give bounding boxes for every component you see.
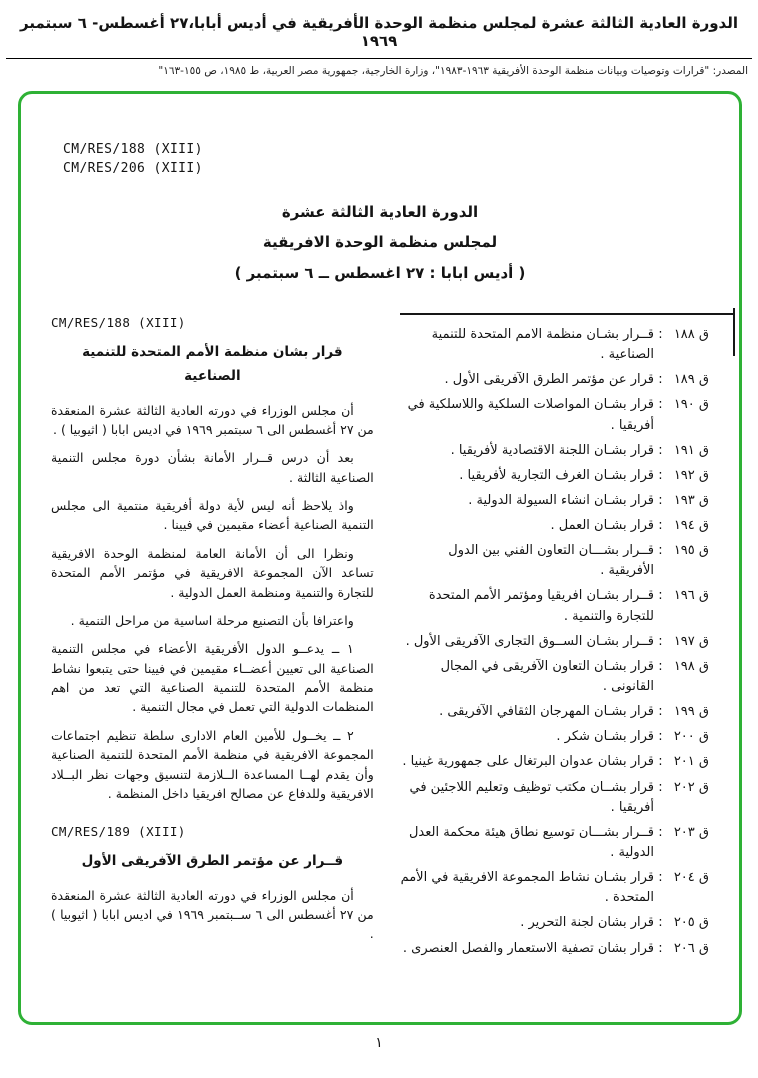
section-gap <box>51 812 374 822</box>
document-heading-line2: لمجلس منظمة الوحدة الافريقية <box>262 233 498 252</box>
list-item <box>400 913 709 933</box>
resolution-title: قرار عن مؤتمر الطرق الآفريقى الأول . <box>444 372 654 388</box>
two-column-layout <box>47 313 713 964</box>
colon-separator: : <box>658 372 663 388</box>
resolution-number: ق ٢٠٤ <box>673 870 709 886</box>
colon-separator: : <box>658 442 663 458</box>
resolution-title: قرار بشـان المواصلات السلكية واللاسلكية في أفريقيا . <box>407 397 654 433</box>
resolution-title: قرار بشــان مكتب توظيف وتعليم اللاجئين في أفريقيا . <box>409 779 654 815</box>
resolution-number: ق ١٩٩ <box>673 704 709 720</box>
colon-separator: : <box>658 467 663 483</box>
resolution-number: ق ١٩٧ <box>673 633 709 649</box>
resolution-number: ق ٢٠٠ <box>673 729 709 745</box>
resolution-title: قــرار بشـان منظمة الامم المتحدة للتنمية الصناعية . <box>431 326 654 363</box>
resolution-number: ق ٢٠٦ <box>673 940 709 956</box>
resolution-title: قــرار بشـان افريقيا ومؤتمر الأمم المتحدة للتجارة والتنمية . <box>428 588 654 624</box>
document-reference-first: CM/RES/188 (XIII) <box>63 141 203 157</box>
colon-separator: : <box>658 633 663 649</box>
resolution-title: قرار بشان لجنة التحرير . <box>520 915 654 931</box>
paragraph: بعد أن درس قــرار الأمانة بشأن دورة مجلس التنمية الصناعية الثالثة . <box>51 450 374 485</box>
section-reference: CM/RES/189 (XIII) <box>51 824 186 840</box>
resolution-number: ق ١٩٣ <box>673 492 709 508</box>
resolutions-list <box>400 313 709 964</box>
list-item <box>400 868 709 908</box>
colon-separator: : <box>658 824 663 840</box>
resolution-number: ق ٢٠١ <box>673 754 709 770</box>
resolution-title: قــرار بشـــان التعاون الفني بين الدول الأفريقية . <box>448 543 654 579</box>
resolution-title: قــرار بشـان الســوق التجارى الآفريقى الأول . <box>405 633 654 649</box>
colon-separator: : <box>658 588 663 604</box>
resolution-title: قرار بشان عدوان البرتغال على جمهورية غينيا . <box>402 754 654 770</box>
resolution-title: قــرار بشـــان توسيع نطاق هيئة محكمة العدل الدولية . <box>408 824 654 861</box>
list-item <box>400 466 709 486</box>
list-item <box>400 702 709 722</box>
source-citation: المصدر: "قرارات وتوصيات وبيانات منظمة الوحدة الأفريقية ١٩٦٣-١٩٨٣"، وزارة الخارجية، جمهورية مصر العربية، ط ١٩٨٥، ص ١٥٥-١٦٣" <box>158 65 748 77</box>
resolution-number: ق ١٨٩ <box>673 372 709 388</box>
resolution-number: ق ٢٠٢ <box>673 779 709 795</box>
colon-separator: : <box>658 779 663 795</box>
list-item <box>400 657 709 697</box>
list-item <box>400 727 709 747</box>
colon-separator: : <box>658 729 663 745</box>
page-number: ١ <box>375 1034 383 1051</box>
resolution-title: قرار بشـان نشاط المجموعة الافريقية في الأمم المتحدة . <box>400 870 654 906</box>
colon-separator: : <box>658 543 663 559</box>
list-item <box>400 325 709 365</box>
list-item <box>400 778 709 818</box>
list-item <box>400 441 709 461</box>
colon-separator: : <box>658 704 663 720</box>
list-item <box>400 586 709 626</box>
list-item <box>400 395 709 435</box>
colon-separator: : <box>658 754 663 770</box>
paragraph: واذ يلاحظ أنه ليس لأية دولة أفريقية منتمية الى مجلس التنمية الصناعية أعضاء مقيمين في فيينا . <box>51 498 374 533</box>
resolution-number: ق ١٩٦ <box>673 588 709 604</box>
resolution-number: ق ١٩٢ <box>673 467 709 483</box>
resolution-number: ق ١٩٠ <box>673 397 709 413</box>
section-title: قــرار عن مؤتمر الطرق الآفريقى الأول <box>81 853 344 870</box>
colon-separator: : <box>658 397 663 413</box>
section-title: قرار بشان منظمة الأمم المتحدة للتنمية الصناعية <box>82 343 343 385</box>
resolution-title: قرار بشـان انشاء السيولة الدولية . <box>468 492 654 508</box>
resolution-title: قرار بشـان اللجنة الاقتصادية لأفريقيا . <box>450 442 654 458</box>
session-title: الدورة العادية الثالثة عشرة لمجلس منظمة الوحدة الأفريقية في أديس أبابا،٢٧ أغسطس- ٦ سبتمبر ١٩٦٩ <box>20 14 738 50</box>
resolution-title: قرار بشـان شكر . <box>556 729 654 745</box>
colon-separator: : <box>658 492 663 508</box>
document-heading <box>47 197 713 289</box>
colon-separator: : <box>658 915 663 931</box>
document-reference-last: CM/RES/206 (XIII) <box>63 161 203 177</box>
resolution-number: ق ١٩١ <box>673 442 709 458</box>
section-reference: CM/RES/188 (XIII) <box>51 314 186 330</box>
colon-separator: : <box>658 940 663 956</box>
resolution-number: ق ١٩٤ <box>673 518 709 534</box>
paragraph: ١ ــ يدعــو الدول الأفريقية الأعضاء في مجلس التنمية الصناعية الى تعيين أعضــاء مقيمين في فيينا حتى يتبعوا نشاط منظمة الأمم المتحدة للتنمية الصناعية التي تعد من اهم المنظمات الدولية التي تعمل في مجال التنمية . <box>51 641 374 715</box>
page-header <box>0 0 758 79</box>
list-item <box>400 632 709 652</box>
resolution-title: قرار بشـان الغرف التجارية لأفريقيا . <box>459 467 654 483</box>
list-item <box>400 939 709 959</box>
paragraph: واعترافا بأن التصنيع مرحلة اساسية من مراحل التنمية . <box>70 612 354 628</box>
paragraph: أن مجلس الوزراء في دورته العادية الثالثة عشرة المنعقدة من ٢٧ أغسطس الى ٦ ســبتمبر ١٩٦٩ في اديس ابابا ( اثيوبيا ) . <box>51 887 374 942</box>
paragraph: أن مجلس الوزراء في دورته العادية الثالثة عشرة المنعقدة من ٢٧ أغسطس الى ٦ سبتمبر ١٩٦٩ في اديس ابابا ( اثيوبيا ) . <box>51 402 374 437</box>
list-item <box>400 752 709 772</box>
colon-separator: : <box>658 518 663 534</box>
document-scan-frame <box>18 91 742 1025</box>
list-item <box>400 491 709 511</box>
list-item <box>400 823 709 863</box>
paragraph: ٢ ــ يخــول للأمين العام الادارى سلطة تنظيم اجتماعات المجموعة الافريقية في منظمة الأمم المتحدة للتنمية الصناعية وأن يقدم لهــا المساعدة الــلازمة لتنسيق وجهات نظر البــلاد الافريقية وللدفاع عن مصالح افريقيا داخل المنظمة . <box>51 727 374 801</box>
paragraph: ونظرا الى أن الأمانة العامة لمنظمة الوحدة الافريقية تساعد الآن المجموعة الافريقية في مؤتمر الأمم المتحدة للتجارة والتنمية ومنظمة العمل الدولية . <box>51 545 374 600</box>
resolution-number: ق ٢٠٥ <box>673 915 709 931</box>
document-scan-content <box>21 94 739 964</box>
resolution-number: ق ١٩٥ <box>673 543 709 559</box>
list-item <box>400 541 709 581</box>
colon-separator: : <box>658 870 663 886</box>
list-item <box>400 516 709 536</box>
header-divider <box>6 58 752 59</box>
resolution-title: قرار بشـان التعاون الآفريقى في المجال القانونى . <box>440 658 654 695</box>
resolution-number: ق ١٩٨ <box>673 658 709 674</box>
resolution-title: قرار بشـان المهرجان الثقافي الآفريقى . <box>439 704 654 720</box>
document-heading-line3: ( أديس ابابا : ٢٧ اغسطس ــ ٦ سبتمبر ) <box>234 264 526 283</box>
colon-separator: : <box>658 658 663 674</box>
list-item <box>400 370 709 390</box>
resolution-number: ق ١٨٨ <box>673 326 709 342</box>
document-heading-line1: الدورة العادية الثالثة عشرة <box>281 202 479 221</box>
resolution-body-column <box>51 313 374 964</box>
resolution-number: ق ٢٠٣ <box>673 824 709 840</box>
resolution-title: قرار بشـان العمل . <box>550 518 654 534</box>
document-reference-block <box>63 140 713 179</box>
colon-separator: : <box>658 326 663 342</box>
resolution-title: قرار بشان تصفية الاستعمار والفصل العنصرى . <box>402 940 654 956</box>
